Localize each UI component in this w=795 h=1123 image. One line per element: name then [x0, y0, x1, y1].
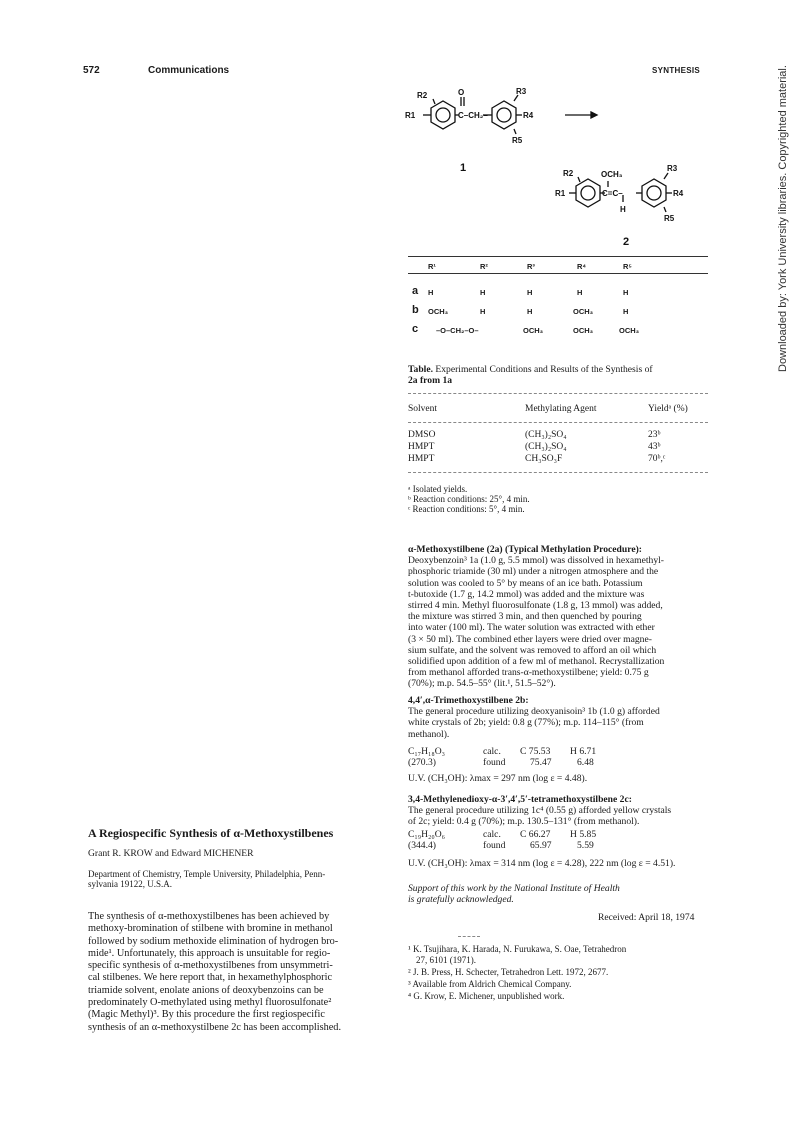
benzene-ring: [642, 179, 666, 207]
procedure-line: phosphoric triamide (30 ml) under a nitrogen atmosphere and the: [408, 566, 659, 578]
anal-kind: calc.: [483, 829, 501, 840]
acknowledgment: [408, 883, 708, 905]
table-cell: H: [527, 288, 533, 297]
procedure-line: into water (100 ml). The water solution was extracted with ether: [408, 622, 655, 634]
abstract-line: synthesis of an α-methoxystilbene 2c has been accomplished.: [88, 1021, 342, 1033]
table-cell: DMSO: [408, 430, 436, 440]
table-footnotes: [408, 484, 530, 515]
analysis-2c: [408, 829, 708, 853]
abstract-line: mide¹. Unfortunately, this approach is unsuitable for regio-: [88, 947, 331, 959]
anal-c: 75.47: [530, 757, 552, 768]
c1-r4: R4: [523, 111, 534, 120]
c2-r5: R5: [664, 214, 675, 223]
column-header: R¹: [428, 262, 436, 271]
table-cell: 70ᵇ,ᶜ: [648, 454, 666, 464]
mol-weight: (270.3): [408, 757, 436, 768]
reference: [408, 967, 608, 978]
table-cell: H: [577, 288, 583, 297]
table-cell: (CH₃)₂SO₄: [525, 430, 567, 440]
procedure-2c: [408, 794, 708, 828]
column-header: Methylating Agent: [525, 404, 597, 414]
reference-number: ²: [408, 967, 411, 977]
table-cell: CH₃SO₃F: [525, 454, 563, 464]
table-cell: HMPT: [408, 442, 435, 452]
formula: C₁₇H₁₈O₃: [408, 746, 445, 757]
procedure-line: white crystals of 2b; yield: 0.8 g (77%); m.p. 114–115° (from: [408, 717, 644, 729]
anal-c: 65.97: [530, 840, 552, 851]
c1-r5: R5: [512, 136, 523, 145]
aromatic-circle: [497, 108, 511, 122]
table-caption-text: Experimental Conditions and Results of the Synthesis of: [435, 364, 653, 375]
anal-h: H 5.85: [570, 829, 597, 840]
procedure-line: stirred 4 min. Methyl fluorosulfonate (1.8 g, 13 mmol) was added,: [408, 600, 663, 612]
procedure-title: 4,4′,α-Trimethoxystilbene 2b:: [408, 695, 529, 706]
table-cell: H: [480, 288, 486, 297]
anal-kind: found: [483, 757, 506, 768]
column-header: R²: [480, 262, 488, 271]
procedure-title: 3,4-Methylenedioxy-α-3′,4′,5′-tetramethoxystilbene 2c:: [408, 794, 632, 805]
uv-2b: U.V. (CH₃OH): λmax = 297 nm (log ε = 4.48).: [408, 773, 588, 784]
abstract-line: followed by sodium methoxide elimination of hydrogen bro-: [88, 935, 339, 947]
c1-chain: C–CH₂–: [458, 111, 488, 120]
procedure-line: of 2c; yield: 0.4 g (70%); m.p. 130.5–131° (from methanol).: [408, 816, 640, 828]
c2-h: H: [620, 205, 626, 214]
uv-2c: U.V. (CH₃OH): λmax = 314 nm (log ε = 4.28), 222 nm (log ε = 4.51).: [408, 858, 676, 869]
procedure-line: solidified upon addition of a few ml of methanol. Recrystallization: [408, 656, 665, 668]
table-cell: 43ᵇ: [648, 442, 661, 452]
table-rule: [408, 393, 708, 394]
table-cell: 23ᵇ: [648, 430, 661, 440]
c1-r2: R2: [417, 91, 428, 100]
c2-chain: C=C–: [602, 189, 623, 198]
abstract: [88, 911, 394, 1034]
procedure-line: (3 × 50 ml). The combined ether layers were dried over magne-: [408, 633, 652, 645]
affiliation-line: Department of Chemistry, Temple University, Philadelphia, Penn-: [88, 869, 326, 879]
c1-oxygen: O: [458, 88, 465, 97]
column-header: R⁴: [577, 262, 587, 271]
abstract-line: The synthesis of α-methoxystilbenes has been achieved by: [88, 911, 330, 922]
reference-text: Available from Aldrich Chemical Company.: [412, 979, 572, 989]
table-cell: OCH₃: [428, 307, 449, 316]
column-header: R³: [527, 262, 535, 271]
reference: [408, 991, 564, 1002]
table-rule: [408, 273, 708, 274]
c1-r3: R3: [516, 87, 527, 96]
table-caption-label: Table.: [408, 364, 433, 375]
table-rule: [408, 472, 708, 473]
c2-r1: R1: [555, 189, 566, 198]
table-cell: (CH₃)₂SO₄: [525, 442, 567, 452]
section-label: Communications: [148, 65, 230, 76]
mol-weight: (344.4): [408, 840, 436, 851]
table-caption-line2: 2a from 1a: [408, 375, 453, 387]
c2-och3: OCH₃: [601, 170, 623, 179]
c2-r4: R4: [673, 189, 684, 198]
abstract-line: triamide solvent, enolate anions of deoxybenzoins can be: [88, 984, 324, 996]
reference: [408, 944, 626, 965]
anal-h: 6.48: [577, 757, 594, 768]
table-cell: H: [428, 288, 434, 297]
analysis-2b: [408, 746, 708, 770]
column-header: Yieldᵃ (%): [648, 404, 688, 414]
procedure-line: (70%); m.p. 54.5–55° (lit.¹, 51.5–52°).: [408, 678, 556, 690]
aromatic-circle: [436, 108, 450, 122]
reference-number: ¹: [408, 944, 411, 954]
article-title: A Regiospecific Synthesis of α-Methoxystilbenes: [88, 826, 334, 840]
table-cell: –O–CH₂–O–: [436, 326, 479, 335]
column-header: Solvent: [408, 404, 438, 414]
footnote: ᵇ Reaction conditions: 25°, 4 min.: [408, 494, 530, 505]
reference-text: K. Tsujihara, K. Harada, N. Furukawa, S. Oae, Tetrahedron: [412, 944, 627, 954]
procedure-line: The general procedure utilizing 1c⁴ (0.55 g) afforded yellow crystals: [408, 805, 672, 817]
procedure-line: The general procedure utilizing deoxyanisoin³ 1b (1.0 g) afforded: [408, 706, 660, 718]
anal-h: H 6.71: [570, 746, 597, 757]
abstract-line: cal stilbenes. We here report that, in hexamethylphosphoric: [88, 972, 333, 984]
procedure-2b: [408, 695, 708, 740]
c2-r3: R3: [667, 164, 678, 173]
anal-c: C 66.27: [520, 829, 551, 840]
table-cell: OCH₃: [573, 326, 594, 335]
acknowledgment-line: is gratefully acknowledged.: [408, 894, 514, 906]
footnote: ᶜ Reaction conditions: 5°, 4 min.: [408, 504, 525, 515]
abstract-line: specific synthesis of α-methoxystilbenes from unsymmetri-: [88, 960, 333, 972]
anal-kind: found: [483, 840, 506, 851]
table-cell: OCH₃: [573, 307, 594, 316]
table-caption: [408, 364, 708, 386]
procedure-line: solution was cooled to 5° by means of an ice bath. Potassium: [408, 577, 643, 589]
table-cell: OCH₃: [619, 326, 640, 335]
abstract-line: (Magic Methyl)³. By this procedure the first regiospecific: [88, 1009, 325, 1021]
procedure-line: sium sulfate, and the solvent was removed to afford an oil which: [408, 644, 657, 656]
procedure-title: α-Methoxystilbene (2a) (Typical Methylation Procedure):: [408, 544, 642, 555]
references-rule: [458, 936, 480, 937]
anal-kind: calc.: [483, 746, 501, 757]
procedure-line: Deoxybenzoin³ 1a (1.0 g, 5.5 mmol) was dissolved in hexamethyl-: [408, 555, 664, 567]
procedure-line: from methanol afforded trans-α-methoxystilbene; yield: 0.75 g: [408, 667, 649, 679]
affiliation-line: sylvania 19122, U.S.A.: [88, 879, 172, 890]
reference-text: J. B. Press, H. Schecter, Tetrahedron Lett. 1972, 2677.: [412, 967, 609, 977]
affiliation: [88, 869, 388, 889]
aromatic-circle: [647, 186, 661, 200]
table-cell: H: [623, 307, 629, 316]
abstract-line: predominately O-methylated using methyl fluorosulfonate²: [88, 997, 332, 1009]
reaction-scheme: [395, 85, 715, 250]
procedure-line: the mixture was stirred 3 min, and then quenched by pouring: [408, 611, 642, 623]
anal-h: 5.59: [577, 840, 594, 851]
journal-name: SYNTHESIS: [652, 66, 701, 75]
c1-r1: R1: [405, 111, 416, 120]
row-label: c: [412, 323, 419, 335]
table-rule: [408, 422, 708, 423]
received-date: Received: April 18, 1974: [598, 912, 695, 923]
row-label: a: [412, 285, 419, 297]
aromatic-circle: [581, 186, 595, 200]
benzene-ring: [431, 101, 455, 129]
procedure-line: methanol).: [408, 728, 450, 740]
benzene-ring: [576, 179, 600, 207]
compound-1-label: 1: [460, 162, 467, 174]
table-cell: H: [480, 307, 486, 316]
abstract-line: methoxy-bromination of stilbene with bromine in methanol: [88, 923, 333, 935]
table-cell: HMPT: [408, 454, 435, 464]
benzene-ring: [492, 101, 516, 129]
procedure-2a: [408, 544, 708, 690]
table-cell: H: [527, 307, 533, 316]
article-authors: Grant R. KROW and Edward MICHENER: [88, 848, 254, 859]
reference-number: ⁴: [408, 991, 412, 1001]
row-label: b: [412, 304, 419, 316]
reference-number: ³: [408, 979, 411, 989]
anal-c: C 75.53: [520, 746, 551, 757]
table-rule: [408, 256, 708, 257]
reference: [408, 979, 571, 990]
footnote: ᵃ Isolated yields.: [408, 484, 468, 494]
procedure-line: t-butoxide (1.7 g, 14.2 mmol) was added and the mixture was: [408, 588, 645, 600]
reference-text: G. Krow, E. Michener, unpublished work.: [413, 991, 565, 1001]
page-number: 572: [83, 65, 100, 76]
reference-text: 27, 6101 (1971).: [416, 954, 476, 965]
compound-2-label: 2: [623, 236, 630, 248]
acknowledgment-line: Support of this work by the National Institute of Health: [408, 883, 620, 894]
c2-r2: R2: [563, 169, 574, 178]
formula: C₁₉H₂₀O₆: [408, 829, 445, 840]
column-header: R⁵: [623, 262, 632, 271]
table-cell: OCH₃: [523, 326, 544, 335]
table-cell: H: [623, 288, 629, 297]
download-notice: Downloaded by: York University libraries. Copyrighted material.: [777, 65, 789, 372]
